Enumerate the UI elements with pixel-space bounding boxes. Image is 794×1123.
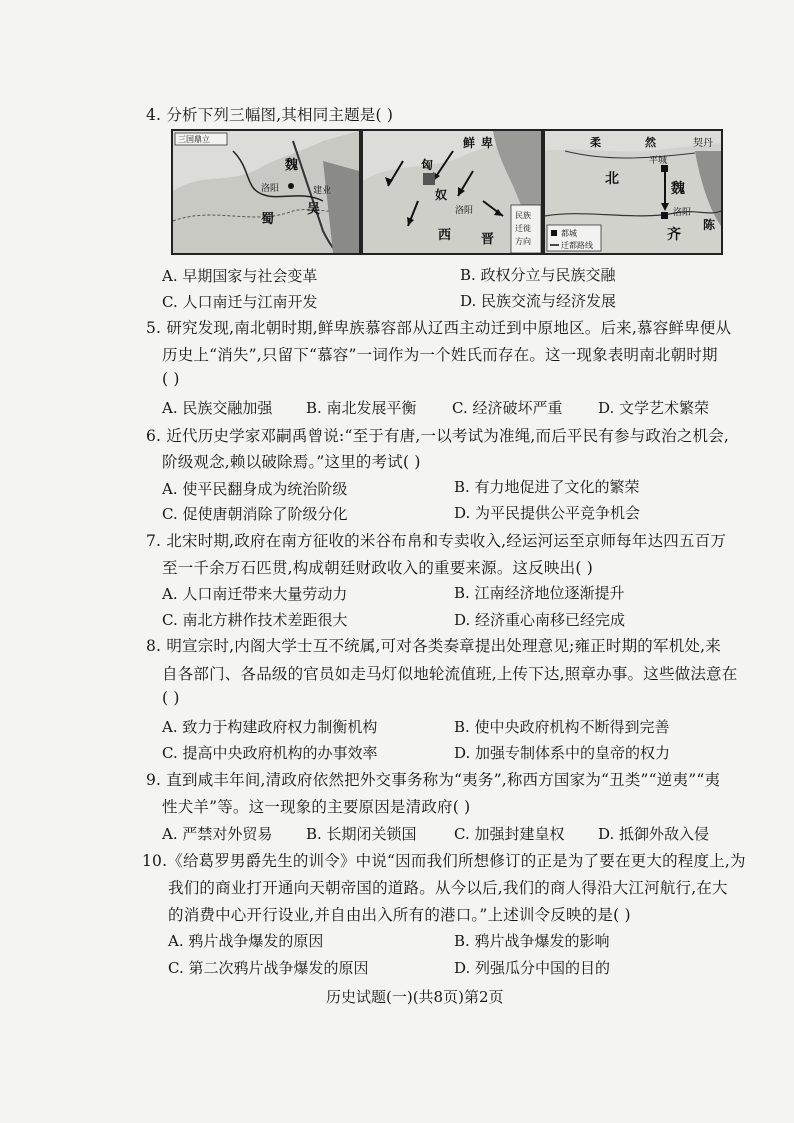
q6-option-c[interactable]: C. 促使唐朝消除了阶级分化 (162, 505, 348, 523)
q6-line-2: 阶级观念,赖以破除焉。”这里的考试( ) (162, 453, 421, 471)
map3-label-chen: 陈 (703, 218, 716, 232)
q10-option-d[interactable]: D. 列强瓜分中国的目的 (454, 959, 611, 977)
map3-label-pingcheng: 平城 (649, 156, 668, 166)
q5-option-b[interactable]: B. 南北发展平衡 (306, 399, 417, 417)
q6-option-a[interactable]: A. 使平民翻身成为统治阶级 (162, 480, 348, 498)
q4-option-c[interactable]: C. 人口南迁与江南开发 (162, 293, 318, 311)
page-footer: 历史试题(一)(共8页)第2页 (326, 988, 504, 1006)
q9-option-a[interactable]: A. 严禁对外贸易 (162, 825, 273, 843)
q6-option-d[interactable]: D. 为平民提供公平竞争机会 (454, 504, 641, 522)
map2-legend-line1: 民族 (515, 211, 531, 220)
map1-label-shu: 蜀 (261, 212, 275, 227)
map-three-kingdoms (171, 129, 361, 255)
q4-option-d[interactable]: D. 民族交流与经济发展 (460, 292, 617, 310)
map3-label-luoyang: 洛阳 (673, 208, 692, 218)
q8-line-3: ( ) (162, 689, 180, 707)
q6-option-b[interactable]: B. 有力地促进了文化的繁荣 (454, 478, 640, 496)
map2-label-xiong: 匈 (421, 158, 434, 172)
q10-line-1: 10.《给葛罗男爵先生的训令》中说“因而我们所想修订的正是为了要在更大的程度上,为 (142, 852, 746, 870)
map-three-kingdoms-graphic (173, 131, 359, 253)
q7-option-d[interactable]: D. 经济重心南移已经完成 (454, 611, 626, 629)
q4-option-a[interactable]: A. 早期国家与社会变革 (162, 267, 318, 285)
q7-option-b[interactable]: B. 江南经济地位逐渐提升 (454, 584, 625, 602)
q8-line-1: 8. 明宣宗时,内阁大学士互不统属,可对各类奏章提出处理意见;雍正时期的军机处,来 (146, 637, 721, 655)
q7-line-2: 至一千余万石匹贯,构成朝廷财政收入的重要来源。这反映出( ) (162, 559, 593, 577)
map1-label-wei: 魏 (285, 158, 299, 173)
map3-label-qidan: 契丹 (693, 138, 713, 149)
q4-option-b[interactable]: B. 政权分立与民族交融 (460, 266, 616, 284)
map2-legend-line2: 迁徙 (515, 224, 531, 233)
q8-option-a[interactable]: A. 致力于构建政府权力制衡机构 (162, 718, 378, 736)
map2-legend-line3: 方向 (515, 237, 531, 246)
map1-legend: 三国鼎立 (178, 135, 210, 144)
q7-option-a[interactable]: A. 人口南迁带来大量劳动力 (162, 585, 348, 603)
map3-legend-capital: 都城 (561, 229, 577, 238)
q9-option-d[interactable]: D. 抵御外敌入侵 (598, 825, 710, 843)
q7-line-1: 7. 北宋时期,政府在南方征收的米谷布帛和专卖收入,经运河运至京师每年达四五百万 (146, 532, 727, 550)
q6-line-1: 6. 近代历史学家邓嗣禹曾说:“至于有唐,一以考试为准绳,而后平民有参与政治之机会, (146, 427, 730, 445)
q10-option-c[interactable]: C. 第二次鸦片战争爆发的原因 (168, 959, 369, 977)
map3-label-ran: 然 (645, 136, 656, 149)
q9-line-2: 性犬羊”等。这一现象的主要原因是清政府( ) (162, 798, 471, 816)
map1-capital-marker (288, 183, 294, 189)
map-migration (361, 129, 543, 255)
map-northern-wei-graphic (545, 131, 721, 253)
map3-label-wei: 魏 (671, 181, 685, 197)
map3-label-bei: 北 (605, 171, 619, 187)
q10-line-2: 我们的商业打开通向天朝帝国的道路。从今以后,我们的商人得沿大江河航行,在大 (168, 879, 728, 897)
q5-line-2: 历史上“消失”,只留下“慕容”一词作为一个姓氏而存在。这一现象表明南北朝时期 (162, 346, 718, 364)
q10-option-a[interactable]: A. 鸦片战争爆发的原因 (168, 932, 324, 950)
q5-option-d[interactable]: D. 文学艺术繁荣 (598, 399, 710, 417)
q7-option-c[interactable]: C. 南北方耕作技术差距很大 (162, 611, 348, 629)
map2-label-jin: 晋 (481, 232, 495, 247)
map2-label-nu: 奴 (435, 188, 448, 202)
map2-label-luoyang: 洛阳 (455, 206, 474, 216)
q5-line-3: ( ) (162, 370, 180, 388)
map3-legend-route: 迁都路线 (561, 241, 593, 250)
map1-label-jianye: 建业 (313, 186, 332, 196)
q8-option-c[interactable]: C. 提高中央政府机构的办事效率 (162, 744, 378, 762)
q8-option-d[interactable]: D. 加强专制体系中的皇帝的权力 (454, 744, 671, 762)
map1-label-luoyang: 洛阳 (261, 184, 280, 194)
q8-line-2: 自各部门、各品级的官员如走马灯似地轮流值班,上传下达,照章办事。这些做法意在 (162, 665, 738, 683)
map2-label-xian: 鲜 (463, 136, 476, 150)
map3-label-qi: 齐 (667, 227, 681, 243)
q5-option-a[interactable]: A. 民族交融加强 (162, 399, 273, 417)
map3-label-rou: 柔 (590, 136, 601, 149)
q9-line-1: 9. 直到咸丰年间,清政府依然把外交事务称为“夷务”,称西方国家为“丑类”“逆夷”“夷 (146, 771, 721, 789)
q4-stem: 4. 分析下列三幅图,其相同主题是( ) (146, 106, 394, 124)
q5-line-1: 5. 研究发现,南北朝时期,鲜卑族慕容部从辽西主动迁到中原地区。后来,慕容鲜卑便从 (146, 319, 732, 337)
q8-option-b[interactable]: B. 使中央政府机构不断得到完善 (454, 718, 670, 736)
q9-option-c[interactable]: C. 加强封建皇权 (454, 825, 565, 843)
q5-option-c[interactable]: C. 经济破坏严重 (452, 399, 563, 417)
map1-label-wu: 吴 (307, 202, 321, 217)
q10-option-b[interactable]: B. 鸦片战争爆发的影响 (454, 932, 610, 950)
q9-option-b[interactable]: B. 长期闭关锁国 (306, 825, 417, 843)
map2-label-bei: 卑 (481, 136, 494, 150)
map-migration-graphic (363, 131, 541, 253)
map-northern-wei (543, 129, 723, 255)
map2-label-xi: 西 (438, 228, 452, 243)
q10-line-3: 的消费中心开行设业,并自由出入所有的港口。”上述训令反映的是( ) (168, 906, 631, 924)
